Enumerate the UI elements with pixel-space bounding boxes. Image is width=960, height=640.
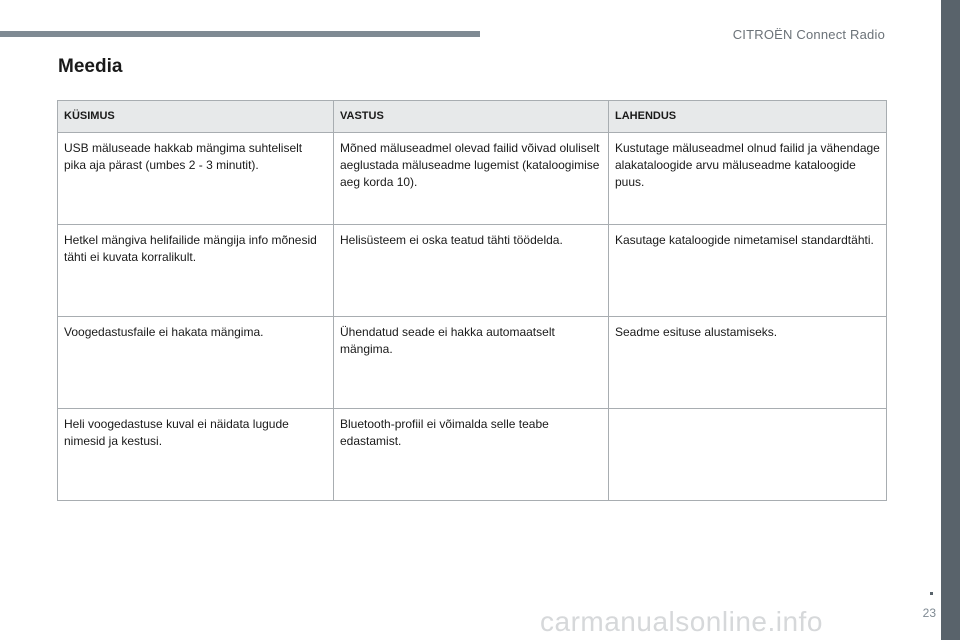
cell-solution: Seadme esituse alustamiseks. <box>609 317 887 409</box>
header-rule <box>0 31 480 37</box>
faq-table <box>57 100 887 501</box>
column-header-answer: VASTUS <box>334 101 609 133</box>
cell-question: Heli voogedastuse kuval ei näidata lugude nimesid ja kestusi. <box>58 409 334 501</box>
cell-question: Hetkel mängiva helifailide mängija info mõnesid tähti ei kuvata korralikult. <box>58 225 334 317</box>
column-header-question: KÜSIMUS <box>58 101 334 133</box>
column-header-solution: LAHENDUS <box>609 101 887 133</box>
page-number: 23 <box>922 606 936 620</box>
right-edge-band <box>941 0 960 640</box>
cell-solution: Kasutage kataloogide nimetamisel standardtähti. <box>609 225 887 317</box>
table-row <box>58 409 887 501</box>
cell-question: Voogedastusfaile ei hakata mängima. <box>58 317 334 409</box>
watermark: carmanualsonline.info <box>540 606 823 637</box>
cell-solution <box>609 409 887 501</box>
cell-answer: Mõned mäluseadmel olevad failid võivad oluliselt aeglustada mäluseadme lugemist (kataloogimise aeg korda 10). <box>334 133 609 225</box>
cell-answer: Bluetooth-profiil ei võimalda selle teabe edastamist. <box>334 409 609 501</box>
table-row <box>58 225 887 317</box>
header-brand: CITROËN Connect Radio <box>732 27 885 42</box>
section-title: Meedia <box>58 56 123 77</box>
cell-answer: Ühendatud seade ei hakka automaatselt mängima. <box>334 317 609 409</box>
cell-question: USB mäluseade hakkab mängima suhteliselt pika aja pärast (umbes 2 - 3 minutit). <box>58 133 334 225</box>
cell-answer: Helisüsteem ei oska teatud tähti töödelda. <box>334 225 609 317</box>
table-row <box>58 317 887 409</box>
cell-solution: Kustutage mäluseadmel olnud failid ja vähendage alakataloogide arvu mäluseadme kataloogide puus. <box>609 133 887 225</box>
page-marker <box>930 592 933 595</box>
table-header-row <box>58 101 887 133</box>
table-row <box>58 133 887 225</box>
